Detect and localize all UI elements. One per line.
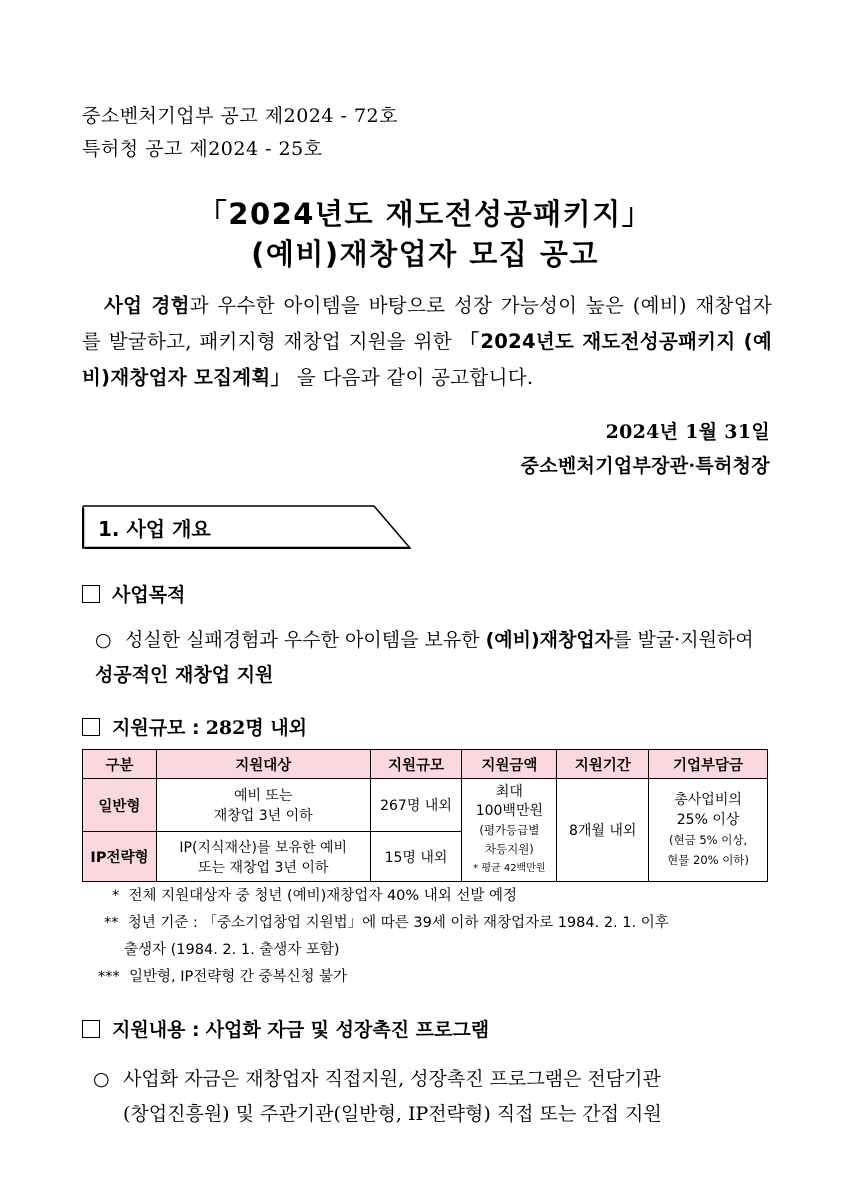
intro-paragraph [82,288,772,396]
footnote-mark: * [112,888,120,904]
purpose-heading [82,580,185,607]
checkbox-square-icon [82,1020,100,1038]
notice-date: 2024년 1월 31일 [605,421,770,443]
section-title: 1. 사업 개요 [98,517,211,541]
purpose-text-1: 성실한 실패경험과 우수한 아이템을 보유한 [125,629,486,651]
footnote-1 [112,884,517,905]
content-bullet [93,1062,773,1097]
purpose-label: 사업목적 [112,584,186,606]
support-table [82,749,768,882]
target-line: IP(지식재산)를 보유한 예비 [179,839,348,856]
purpose-bold-2: 성공적인 재창업 지원 [95,664,274,686]
row-target-ip [156,832,370,882]
amount-note: * 평균 42백만원 [473,862,546,874]
footnote-mark: *** [98,969,120,985]
content-line-1: 사업화 자금은 재창업자 직접지원, 성장촉진 프로그램은 전담기관 [123,1068,661,1090]
amount-line: (평가등급별 [479,822,540,837]
table-row [83,779,768,832]
amount-line: 차등지원) [484,841,534,856]
burden-cell [649,779,768,882]
table-header-row [83,750,768,779]
scale-label: 지원규모 : [112,717,200,739]
target-line: 재창업 3년 이하 [213,808,313,824]
row-scale-general: 267명 내외 [370,779,462,832]
footnote-2 [104,911,669,932]
notice-number-kipo: 특허청 공고 제2024 - 25호 [82,138,323,160]
page-title-line1: 「2024년도 재도전성공패키지」 [197,197,653,231]
scale-value: 282명 내외 [205,717,308,739]
table-header: 지원기간 [557,750,649,779]
table-header: 지원대상 [156,750,370,779]
table-header: 지원규모 [370,750,462,779]
burden-line: 현물 20% 이하) [667,853,749,867]
notice-number-mss: 중소벤처기업부 공고 제2024 - 72호 [82,105,399,127]
period-cell: 8개월 내외 [557,779,649,882]
burden-line: (현금 5% 이상, [668,833,748,847]
amount-line: 100백만원 [475,802,543,819]
scale-heading [82,713,307,740]
checkbox-square-icon [82,585,100,603]
row-scale-ip: 15명 내외 [370,832,462,882]
page-title-line2: (예비)재창업자 모집 공고 [251,237,599,271]
purpose-bullet [95,623,775,693]
row-target-general [156,779,370,832]
row-type-ip: IP전략형 [83,832,157,882]
purpose-text-2: 를 발굴·지원하여 [613,629,754,651]
table-header: 기업부담금 [649,750,768,779]
intro-text-2: 을 다음과 같이 공고합니다. [290,366,534,389]
amount-line: 최대 [495,783,523,800]
target-line: 또는 재창업 3년 이하 [197,859,329,876]
footnote-2-cont: 출생자 (1984. 2. 1. 출생자 포함) [124,942,340,958]
row-type-general: 일반형 [83,779,157,832]
footnote-3 [98,965,347,986]
checkbox-square-icon [82,718,100,736]
intro-text-1: 과 우수한 아이템을 바탕으로 성장 가능성이 높은 (예비) 재창업자를 발굴하고, 패키지형 재창업 지원을 위한 [82,294,772,353]
intro-bold-experience: 사업 경험 [104,294,190,317]
notice-issuer: 중소벤처기업부장관·특허청장 [520,455,770,477]
table-header: 구분 [83,750,157,779]
footnote-text: 일반형, IP전략형 간 중복신청 불가 [128,969,348,985]
footnote-text: 청년 기준 : 「중소기업창업 지원법」에 따른 39세 이하 재창업자로 1984. 2. 1. 이후 [127,915,669,931]
content-label: 지원내용 : [112,1019,200,1041]
content-value: 사업화 자금 및 성장촉진 프로그램 [205,1019,490,1041]
bullet-circle-icon: ○ [95,629,112,651]
footnote-text: 전체 지원대상자 중 청년 (예비)재창업자 40% 내외 선발 예정 [128,888,518,904]
burden-line: 25% 이상 [676,812,740,828]
section-header-overview [82,505,412,549]
target-line: 예비 또는 [233,788,293,804]
content-heading [82,1015,489,1042]
footnote-mark: ** [104,915,119,931]
content-line-2: (창업진흥원) 및 주관기관(일반형, IP전략형) 직접 또는 간접 지원 [123,1103,662,1125]
intro-bold-plan: 「2024년도 재도전성공패키지 (예비)재창업자 모집계획」 [82,330,773,389]
purpose-bold-1: (예비)재창업자 [485,629,614,651]
burden-line: 총사업비의 [674,792,742,808]
table-header: 지원금액 [462,750,557,779]
amount-cell [462,779,557,882]
bullet-circle-icon: ○ [93,1068,110,1090]
